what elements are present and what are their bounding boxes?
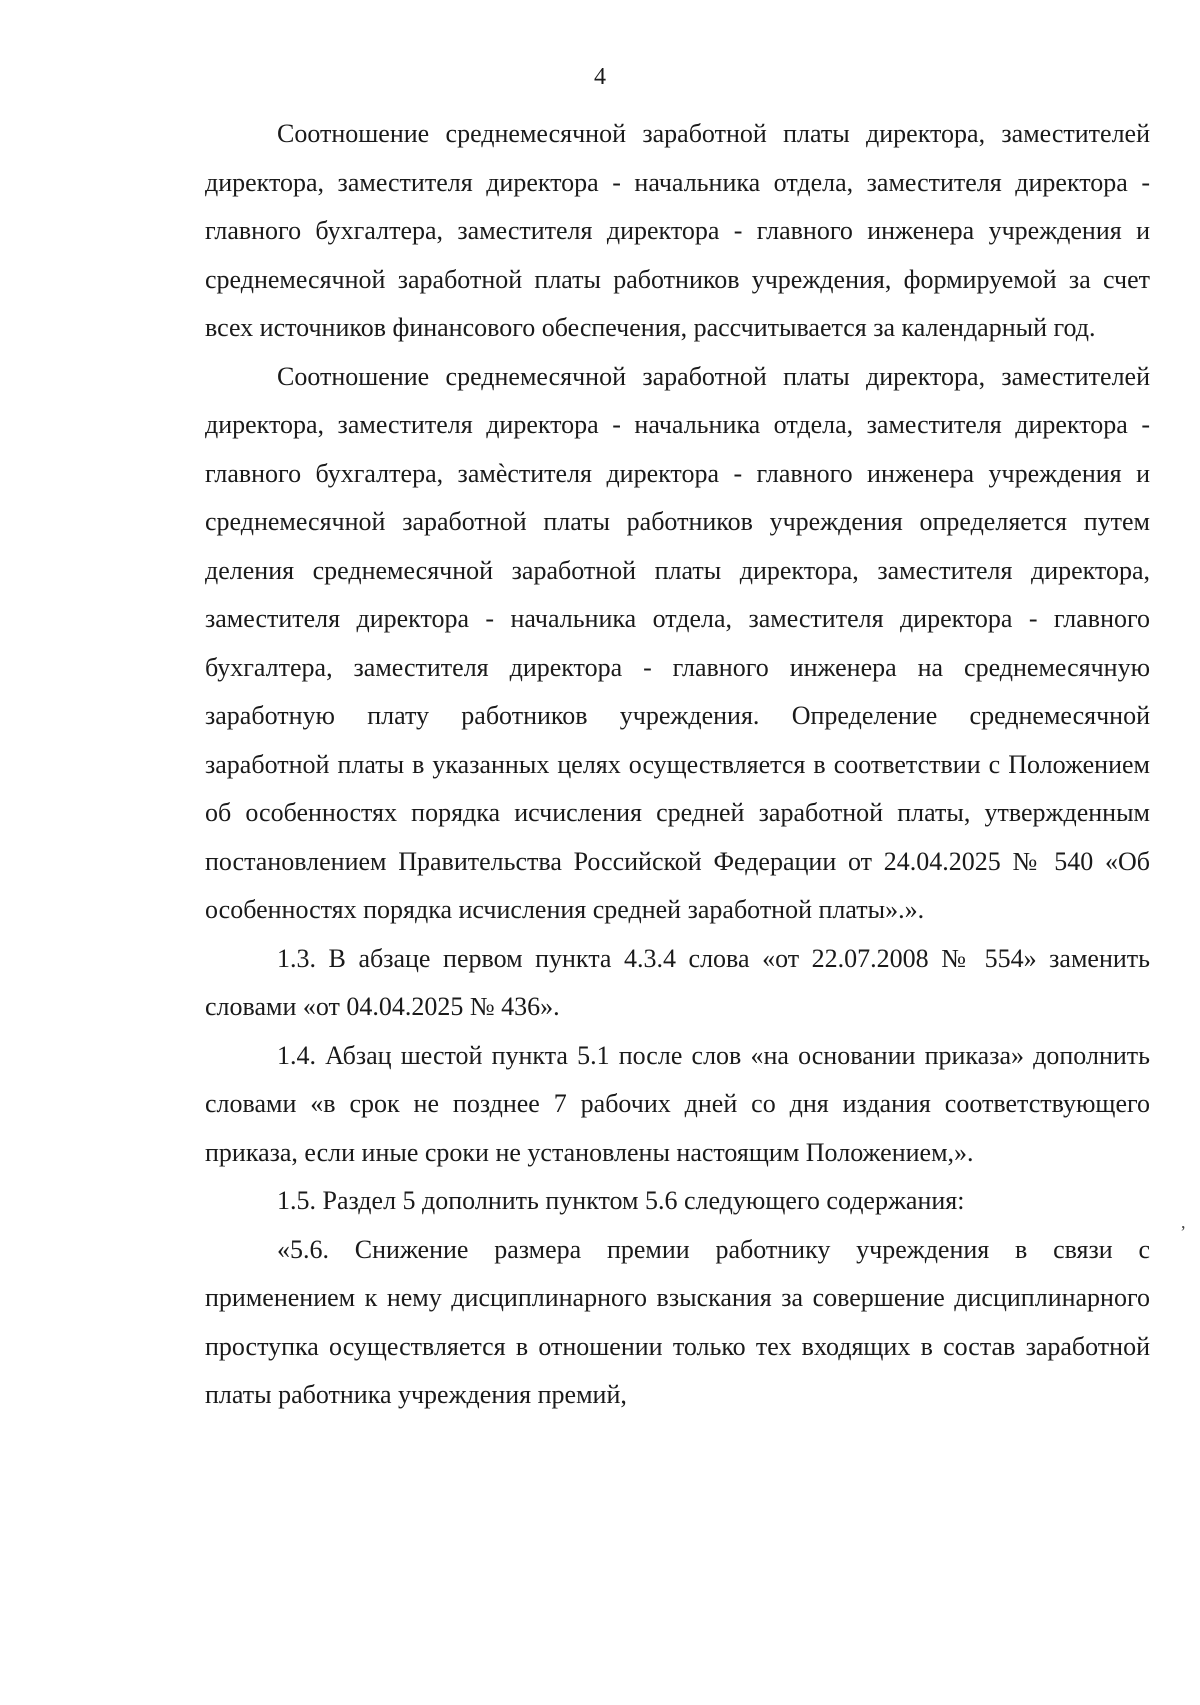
paragraph-item-1-5: 1.5. Раздел 5 дополнить пунктом 5.6 следующего содержания: <box>277 1186 965 1215</box>
paragraph-item-1-3: 1.3. В абзаце первом пункта 4.3.4 слова «от 22.07.2008 № 554» заменить словами «от 04.04.2025 № 436». <box>205 943 1150 1021</box>
document-body <box>205 110 1150 1420</box>
paragraph-item-1-4: 1.4. Абзац шестой пункта 5.1 после слов «на основании приказа» дополнить словами «в срок не позднее 7 рабочих дней со дня издания соответствующего приказа, если иные сроки не установлены настоящим Положением,». <box>205 1040 1150 1167</box>
margin-mark: , <box>1181 1212 1186 1232</box>
paragraph-item-5-6: «5.6. Снижение размера премии работнику учреждения в связи с применением к нему дисциплинарного взыскания за совершение дисциплинарного проступка осуществляется в отношении только тех входящих в состав заработной платы работника учреждения премий, <box>205 1234 1150 1409</box>
page-number: 4 <box>594 64 606 90</box>
paragraph-salary-ratio-period: Соотношение среднемесячной заработной платы директора, заместителей директора, заместителя директора - начальника отдела, заместителя директора - главного бухгалтера, заместителя директора - главного инженера учреждения и среднемесячной заработной платы работников учреждения, формируемой за счет всех источников финансового обеспечения, рассчитывается за календарный год. <box>205 119 1150 342</box>
paragraph-salary-ratio-method: Соотношение среднемесячной заработной платы директора, заместителей директора, заместителя директора - начальника отдела, заместителя директора - главного бухгалтера, замѐстителя директора - главного инженера учреждения и среднемесячной заработной платы работников учреждения определяется путем деления среднемесячной заработной платы директора, заместителя директора, заместителя директора - начальника отдела, заместителя директора - главного бухгалтера, заместителя директора - главного инженера на среднемесячную заработную плату работников учреждения. Определение среднемесячной заработной платы в указанных целях осуществляется в соответствии с Положением об особенностях порядка исчисления средней заработной платы, утвержденным постановлением Правительства Российской Федерации от 24.04.2025 № 540 «Об особенностях порядка исчисления средней заработной платы».». <box>205 361 1150 924</box>
